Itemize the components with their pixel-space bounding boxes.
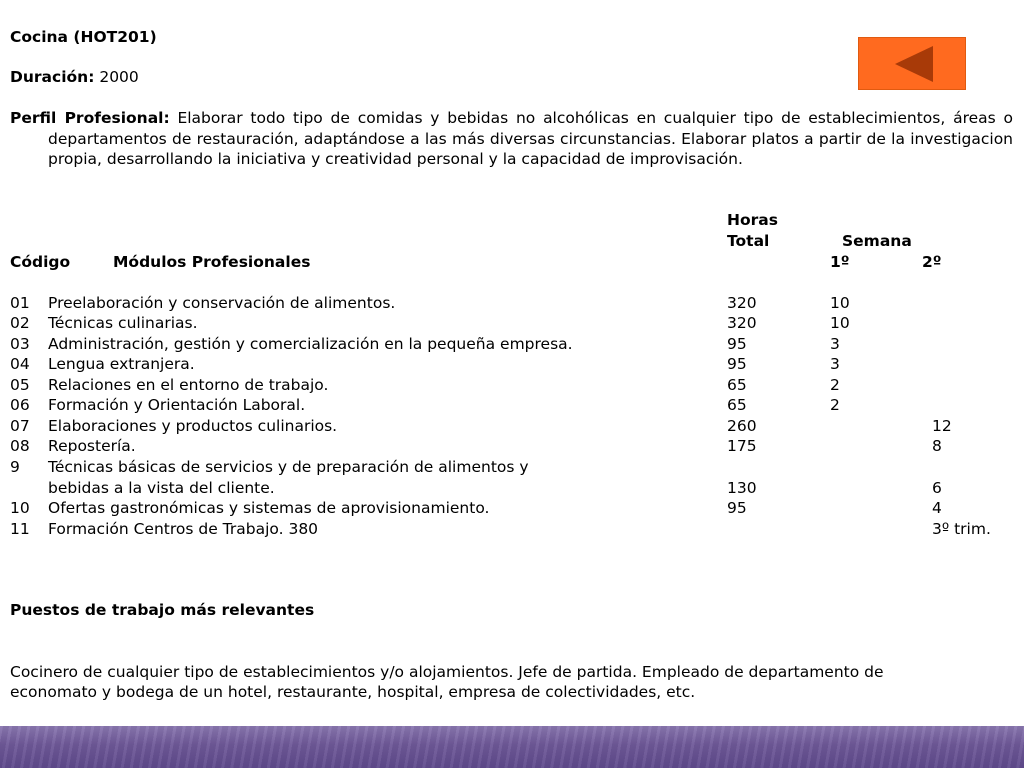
row-module: Preelaboración y conservación de alimentos. [48, 294, 396, 312]
row-week-1: 10 [830, 294, 850, 312]
row-module: Técnicas básicas de servicios y de preparación de alimentos y [48, 458, 529, 476]
row-code: 05 [10, 376, 30, 394]
header-modulos: Módulos Profesionales [113, 253, 311, 271]
row-total: 175 [727, 437, 757, 455]
row-total: 95 [727, 355, 747, 373]
row-week-1: 3 [830, 355, 840, 373]
jobs-heading: Puestos de trabajo más relevantes [10, 601, 315, 619]
row-module: Ofertas gastronómicas y sistemas de aprovisionamiento. [48, 499, 490, 517]
row-week-2: 12 [932, 417, 952, 435]
header-total: Total [727, 232, 770, 250]
row-module: Elaboraciones y productos culinarios. [48, 417, 338, 435]
header-codigo: Código [10, 253, 71, 271]
duration [10, 67, 139, 88]
duration-value: 2000 [99, 68, 139, 86]
row-code: 02 [10, 314, 30, 332]
row-total: 65 [727, 396, 747, 414]
row-code: 10 [10, 499, 30, 517]
row-module: Repostería. [48, 437, 136, 455]
back-arrow-icon [859, 38, 967, 91]
header-horas: Horas [727, 211, 778, 229]
footer-banner [0, 726, 1024, 768]
jobs-text-line-2: economato y bodega de un hotel, restaurante, hospital, empresa de colectividades, etc. [10, 683, 696, 701]
row-module: Formación y Orientación Laboral. [48, 396, 306, 414]
back-button[interactable] [858, 37, 966, 90]
row-code: 11 [10, 520, 30, 538]
profile-text: Elaborar todo tipo de comidas y bebidas no alcohólicas en cualquier tipo de establecimientos, áreas o departamentos de restauración, adaptándose a las más diversas circunstancias. Elaborar platos a partir de la investigacion propia, desarrollando la iniciativa y creatividad personal y la capacidad de improvisación. [48, 109, 1013, 168]
row-total: 320 [727, 294, 757, 312]
row-code: 04 [10, 355, 30, 373]
professional-profile [10, 108, 1013, 170]
row-total: 260 [727, 417, 757, 435]
row-code: 08 [10, 437, 30, 455]
page-title: Cocina (HOT201) [10, 28, 157, 46]
duration-label: Duración: [10, 68, 95, 86]
row-code: 9 [10, 458, 20, 476]
row-module: Relaciones en el entorno de trabajo. [48, 376, 329, 394]
header-semana: Semana [842, 232, 912, 250]
row-total: 130 [727, 479, 757, 497]
row-total: 320 [727, 314, 757, 332]
row-week-2: 8 [932, 437, 942, 455]
header-week-1: 1º [830, 253, 850, 271]
row-week-1: 3 [830, 335, 840, 353]
header-week-2: 2º [922, 253, 942, 271]
row-week-1: 2 [830, 396, 840, 414]
row-week-2: 4 [932, 499, 942, 517]
row-code: 03 [10, 335, 30, 353]
profile-label: Perfil Profesional: [10, 109, 170, 127]
row-week-2: 3º trim. [932, 520, 991, 538]
row-module: bebidas a la vista del cliente. [48, 479, 275, 497]
row-total: 95 [727, 499, 747, 517]
row-module: Formación Centros de Trabajo. 380 [48, 520, 319, 538]
row-code: 01 [10, 294, 30, 312]
row-module: Lengua extranjera. [48, 355, 195, 373]
row-week-2: 6 [932, 479, 942, 497]
row-module: Técnicas culinarias. [48, 314, 198, 332]
row-code: 07 [10, 417, 30, 435]
jobs-text-line-1: Cocinero de cualquier tipo de establecimientos y/o alojamientos. Jefe de partida. Empleado de departamento de [10, 663, 884, 681]
row-week-1: 2 [830, 376, 840, 394]
row-week-1: 10 [830, 314, 850, 332]
row-total: 65 [727, 376, 747, 394]
row-total: 95 [727, 335, 747, 353]
row-module: Administración, gestión y comercialización en la pequeña empresa. [48, 335, 573, 353]
row-code: 06 [10, 396, 30, 414]
